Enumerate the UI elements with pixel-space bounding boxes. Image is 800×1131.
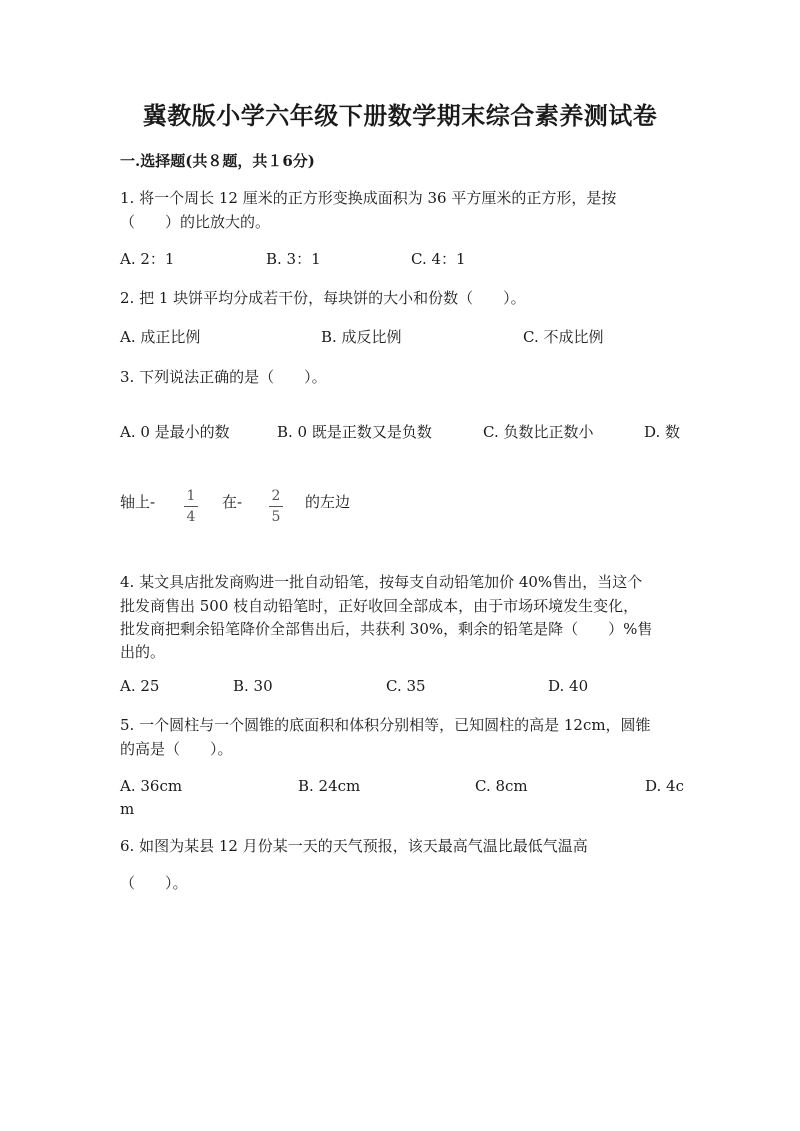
fraction-denominator: 5 xyxy=(271,509,281,525)
question-6-text-line-1: 6. 如图为某县 12 月份某一天的天气预报，该天最高气温比最低气温高 xyxy=(120,837,588,855)
question-4-option-a: A. 25 xyxy=(120,677,160,695)
question-5-option-d-wrap: m xyxy=(120,800,135,818)
fraction-bar xyxy=(184,506,198,507)
page-title: 冀教版小学六年级下册数学期末综合素养测试卷 xyxy=(142,101,658,130)
question-4-text-line-3: 批发商把剩余铅笔降价全部售出后，共获利 30%，剩余的铅笔是降（ ）%售 xyxy=(120,620,653,638)
question-4-option-d: D. 40 xyxy=(548,677,589,695)
question-3-option-d: D. 数 xyxy=(644,423,681,441)
fraction-bar xyxy=(269,506,283,507)
question-4-text-line-2: 批发商售出 500 枝自动铅笔时，正好收回全部成本，由于市场环境发生变化， xyxy=(120,597,639,615)
question-2-option-b: B. 成反比例 xyxy=(321,328,402,346)
question-1-option-c: C. 4：1 xyxy=(411,250,466,268)
question-3-option-d-text-3: 的左边 xyxy=(305,493,351,511)
question-1-text-line-2: （ ）的比放大的。 xyxy=(120,213,271,231)
question-3-option-d-text-2: 在- xyxy=(222,493,243,511)
fraction-numerator: 2 xyxy=(271,488,281,504)
question-3-option-b: B. 0 既是正数又是负数 xyxy=(277,423,432,441)
question-4-text-line-1: 4. 某文具店批发商购进一批自动铅笔，按每支自动铅笔加价 40%售出，当这个 xyxy=(120,573,643,591)
question-1-option-a: A. 2：1 xyxy=(120,250,175,268)
question-1-option-b: B. 3：1 xyxy=(266,250,321,268)
question-5-option-b: B. 24cm xyxy=(298,777,361,795)
question-2-text-line-1: 2. 把 1 块饼平均分成若干份，每块饼的大小和份数（ ）。 xyxy=(120,289,526,307)
fraction-denominator: 4 xyxy=(186,509,196,525)
fraction-two-fifths xyxy=(269,488,283,525)
question-4-text-line-4: 出的。 xyxy=(120,643,166,661)
question-2-option-a: A. 成正比例 xyxy=(120,328,201,346)
fraction-numerator: 1 xyxy=(186,488,196,504)
question-5-text-line-1: 5. 一个圆柱与一个圆锥的底面积和体积分别相等，已知圆柱的高是 12cm，圆锥 xyxy=(120,716,651,734)
question-3-text-line-1: 3. 下列说法正确的是（ ）。 xyxy=(120,368,327,386)
section-heading-multiple-choice: 一.选择题(共８题，共１6分) xyxy=(120,152,315,170)
question-4-option-c: C. 35 xyxy=(386,677,426,695)
question-6-text-line-2: （ ）。 xyxy=(120,874,188,892)
question-5-option-a: A. 36cm xyxy=(120,777,183,795)
question-5-option-d: D. 4c xyxy=(645,777,684,795)
question-1-text-line-1: 1. 将一个周长 12 厘米的正方形变换成面积为 36 平方厘米的正方形，是按 xyxy=(120,189,617,207)
question-5-text-line-2: 的高是（ ）。 xyxy=(120,740,233,758)
fraction-one-quarter xyxy=(184,488,198,525)
question-2-option-c: C. 不成比例 xyxy=(523,328,604,346)
question-3-option-c: C. 负数比正数小 xyxy=(483,423,594,441)
question-5-option-c: C. 8cm xyxy=(475,777,528,795)
question-4-option-b: B. 30 xyxy=(233,677,273,695)
question-3-option-d-continued: 轴上- xyxy=(120,493,156,511)
question-3-option-a: A. 0 是最小的数 xyxy=(120,423,230,441)
